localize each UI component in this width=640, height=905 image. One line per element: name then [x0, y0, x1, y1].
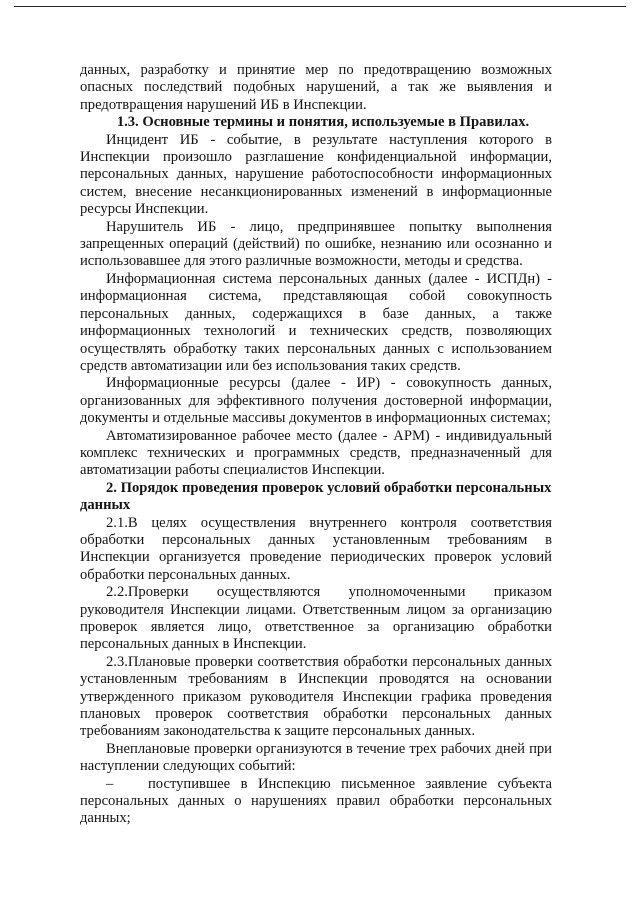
paragraph-2-3: 2.3.Плановые проверки соответствия обработки персональных данных установленным требованиям в Инспекции проводятся на основании утвержденного приказом руководителя Инспекции графика проведения плановых проверок соответствия обработки персональных данных требованиям законодательства к защите персональных данных.: [80, 653, 552, 740]
list-item-written-complaint: [80, 776, 552, 828]
paragraph-ispdn-definition: Информационная система персональных данных (далее - ИСПДн) - информационная система, представляющая собой совокупность персональных данных, содержащихся в базе данных, а также информационных технологий и технических средств, позволяющих осуществлять обработку таких персональных данных с использованием средств автоматизации или без использования таких средств.: [80, 270, 552, 374]
list-item-text: поступившее в Инспекцию письменное заявление субъекта персональных данных о нарушениях правил обработки персональных данных;: [80, 775, 552, 827]
paragraph-2-1: 2.1.В целях осуществления внутреннего контроля соответствия обработки персональных данных установленным требованиям в Инспекции организуется проведение периодических проверок условий обработки персональных данных.: [80, 514, 552, 583]
list-dash-marker: –: [106, 775, 114, 792]
paragraph-violator-definition: Нарушитель ИБ - лицо, предпринявшее попытку выполнения запрещенных операций (действий) по ошибке, незнанию или осознанно и использовавшее для этого различные возможности, методы и средства.: [80, 218, 552, 270]
paragraph-incident-definition: Инцидент ИБ - событие, в результате наступления которого в Инспекции произошло разглашение конфиденциальной информации, персональных данных, нарушение работоспособности информационных систем, внесение несанкционированных изменений в информационные ресурсы Инспекции.: [80, 131, 552, 218]
paragraph-intro-continuation: данных, разработку и принятие мер по предотвращению возможных опасных последствий подобных нарушений, а так же выявления и предотвращения нарушений ИБ в Инспекции.: [80, 62, 552, 113]
document-body: [80, 62, 552, 828]
paragraph-2-2: 2.2.Проверки осуществляются уполномоченными приказом руководителя Инспекции лицами. Ответственным лицом за организацию проверок является лицо, ответственное за организацию обработки персональных данных в Инспекции.: [80, 584, 552, 653]
paragraph-ir-definition: Информационные ресурсы (далее - ИР) - совокупность данных, организованных для эффективного получения достоверной информации, документы и отдельные массивы документов в информационных системах;: [80, 375, 552, 427]
section-heading-inspection-procedure: 2. Порядок проведения проверок условий обработки персональных данных: [80, 479, 552, 514]
paragraph-arm-definition: Автоматизированное рабочее место (далее - АРМ) - индивидуальный комплекс технических и программных средств, предназначенный для автоматизации работы специалистов Инспекции.: [80, 427, 552, 479]
section-heading-terms: 1.3. Основные термины и понятия, используемые в Правилах.: [116, 114, 530, 131]
top-rule: [14, 6, 626, 7]
paragraph-unscheduled-inspections: Внеплановые проверки организуются в течение трех рабочих дней при наступлении следующих событий:: [80, 740, 552, 775]
